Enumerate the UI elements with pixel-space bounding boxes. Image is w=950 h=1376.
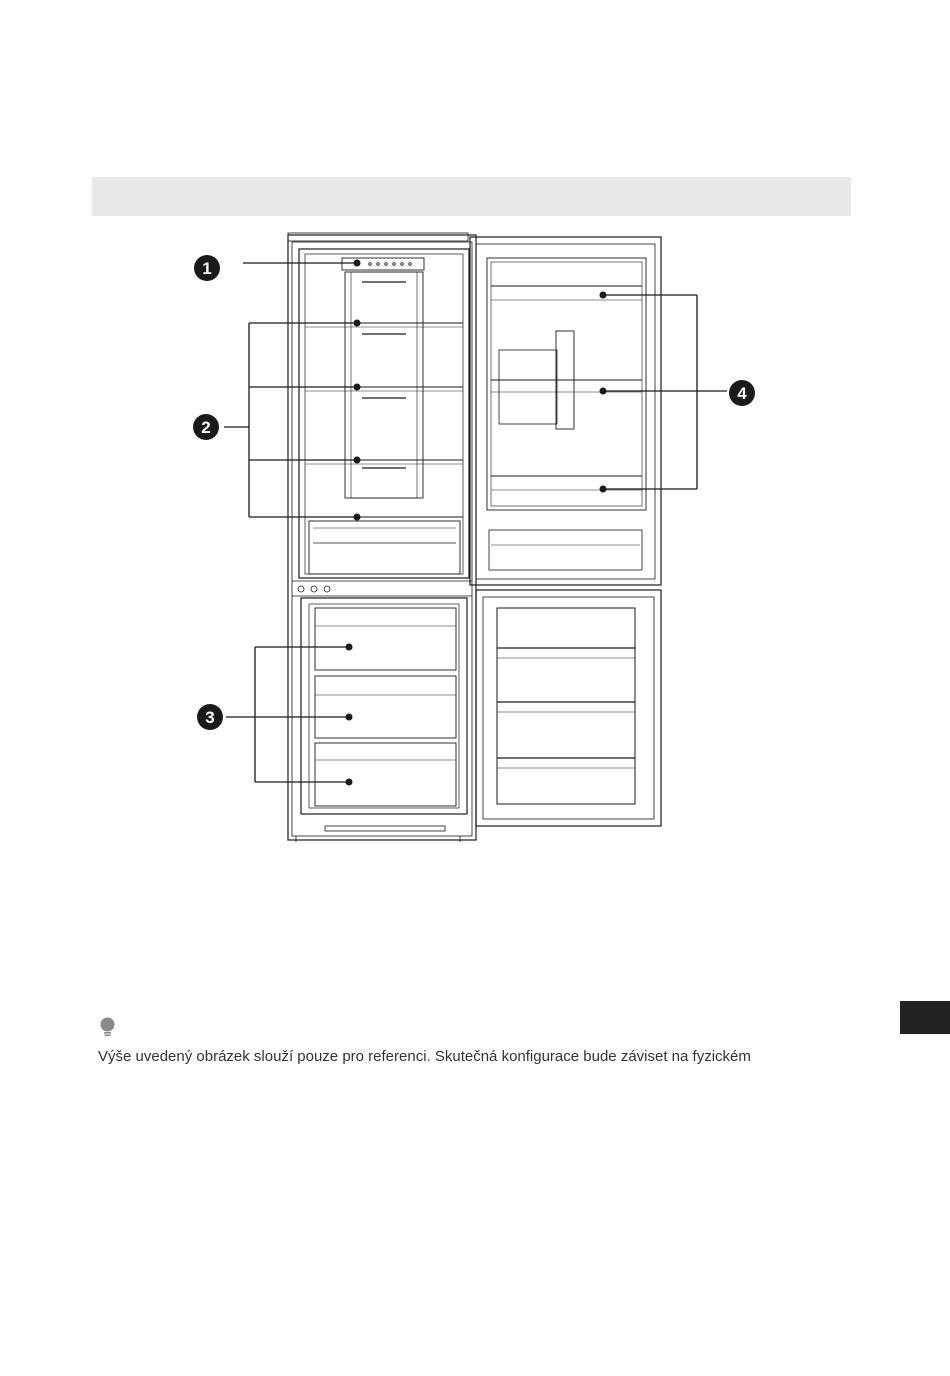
- lightbulb-icon: [99, 1017, 116, 1037]
- crisper-drawer: [309, 521, 460, 574]
- freezer-drawer-1: [315, 608, 456, 670]
- freezer-door: [476, 590, 661, 826]
- freezer-drawer-3: [315, 743, 456, 806]
- callout-2: [193, 414, 219, 440]
- door-balconies: [491, 286, 642, 490]
- callout-1-number: 1: [202, 259, 212, 278]
- note-text: Výše uvedený obrázek slouží pouze pro referenci. Skutečná konfigurace bude záviset na fyzickém: [98, 1048, 751, 1065]
- callout-3-number: 3: [205, 708, 215, 727]
- callout-2-number: 2: [201, 418, 211, 437]
- fridge-compartment: [299, 249, 469, 578]
- callout-4-number: 4: [737, 384, 747, 403]
- callout-1: [194, 255, 220, 281]
- cabinet-body: [288, 235, 476, 840]
- fridge-shelves: [305, 323, 463, 517]
- freezer-drawer-2: [315, 676, 456, 738]
- callout-4: [729, 380, 755, 406]
- callout-3: [197, 704, 223, 730]
- side-index-tab: [900, 1001, 950, 1034]
